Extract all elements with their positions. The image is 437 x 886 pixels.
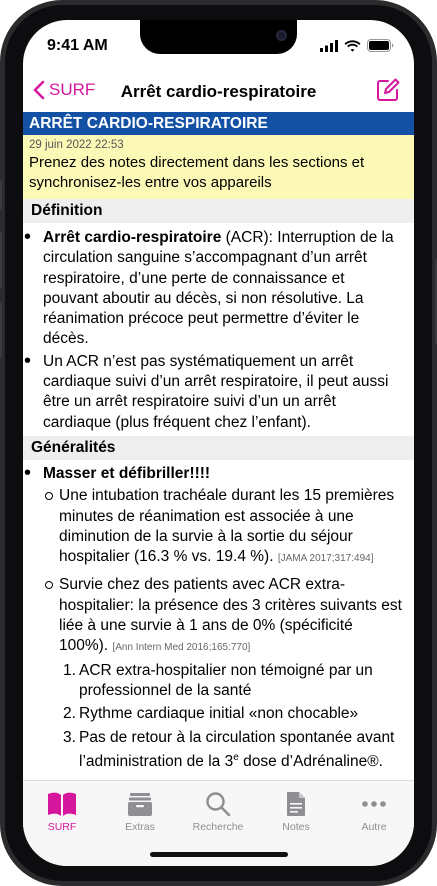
tab-label: Notes <box>282 821 310 833</box>
sub-item-text: Une intubation trachéale durant les 15 premières minutes de réanimation est associée à une diminution de la survie à la sortie du séjour hospitalier (16.3 % vs. 19.4 %). <box>59 487 395 566</box>
archive-icon <box>127 791 153 817</box>
tab-notes[interactable] <box>257 789 335 833</box>
search-icon <box>205 791 231 817</box>
tab-label: Extras <box>125 821 155 833</box>
screen <box>23 20 414 866</box>
list-item <box>63 728 402 773</box>
document-icon <box>285 791 307 817</box>
criteria-number: 1. <box>63 661 76 679</box>
definition-text-2: Un ACR n’est pas systématiquement un arrêt cardiaque suivi d’un arrêt respiratoire, il peut aussi être un arrêt respiratoire suivi d’un un arrêt cardiaque (plus fréquent chez l’enfant). <box>43 352 389 431</box>
note-date: 29 juin 2022 22:53 <box>29 139 124 151</box>
tab-recherche[interactable] <box>179 789 257 833</box>
list-item <box>43 464 402 772</box>
definition-list <box>23 228 414 433</box>
more-icon <box>361 800 387 808</box>
book-icon <box>47 791 77 817</box>
criteria-number: 2. <box>63 705 76 723</box>
wifi-icon <box>344 40 361 52</box>
generalites-list <box>23 464 414 772</box>
tab-label: Recherche <box>192 821 244 833</box>
notch <box>140 20 297 54</box>
page-title: Arrêt cardio-respiratoire <box>120 82 317 101</box>
tab-label: Autre <box>361 821 387 833</box>
home-indicator[interactable] <box>150 852 288 857</box>
list-item <box>63 661 402 702</box>
tab-surf[interactable] <box>23 789 101 833</box>
note-box[interactable] <box>23 135 414 199</box>
list-item <box>43 228 402 350</box>
criteria-text: Pas de retour à la circulation spontanée avant l’administration de la 3 <box>79 728 395 770</box>
generalites-heading: Généralités <box>23 436 414 460</box>
criteria-text: Rythme cardiaque initial «non chocable» <box>79 705 359 723</box>
compose-button[interactable] <box>376 78 400 107</box>
back-button-label: SURF <box>49 80 96 99</box>
content-scroll[interactable] <box>23 112 414 780</box>
camera-icon <box>276 30 287 41</box>
sub-item-text: Survie chez des patients avec ACR extra-hospitalier: la présence des 3 critères suivants est liée à une survie à 1 ans de 0% (spécificité 100%). <box>59 576 402 655</box>
criteria-text: ACR extra-hospitalier non témoigné par un professionnel de la santé <box>79 661 373 699</box>
mute-switch <box>0 180 2 210</box>
tab-extras[interactable] <box>101 789 179 833</box>
list-item <box>43 352 402 433</box>
list-item <box>59 486 402 569</box>
reference: [JAMA 2017;317:494] <box>277 553 374 565</box>
compose-icon <box>376 78 400 102</box>
navigation-bar <box>23 72 414 112</box>
note-text: Prenez des notes directement dans les sections et synchronisez-les entre vos appareils <box>29 154 365 191</box>
section-banner: ARRÊT CARDIO-RESPIRATOIRE <box>23 112 414 135</box>
list-item <box>63 704 402 724</box>
list-item <box>59 575 402 772</box>
definition-heading: Définition <box>23 199 414 223</box>
tab-label: SURF <box>47 821 77 833</box>
status-icons <box>320 39 394 52</box>
generalites-bold-item: Masser et défibriller!!!! <box>43 464 211 482</box>
tab-autre[interactable] <box>335 789 413 833</box>
volume-up-button <box>0 232 2 288</box>
generalites-sublist <box>43 486 402 772</box>
criteria-tail: dose d’Adrénaline®. <box>238 752 383 770</box>
definition-text: (ACR): Interruption de la circulation sanguine s’accompagnant d’un arrêt respiratoire, d’une perte de connaissance et pouvant aboutir au décès, si non résolutive. La réanimation précoce peut permettre d’éviter le décès. <box>43 229 394 348</box>
definition-term: Arrêt cardio-respiratoire <box>43 229 222 246</box>
status-time: 9:41 AM <box>47 37 108 54</box>
battery-icon <box>367 39 394 52</box>
superscript: e <box>233 751 239 763</box>
criteria-number: 3. <box>63 728 76 746</box>
reference: [Ann Intern Med 2016;165:770] <box>112 642 251 654</box>
volume-down-button <box>0 302 2 358</box>
criteria-list <box>59 661 402 773</box>
signal-icon <box>320 40 338 52</box>
